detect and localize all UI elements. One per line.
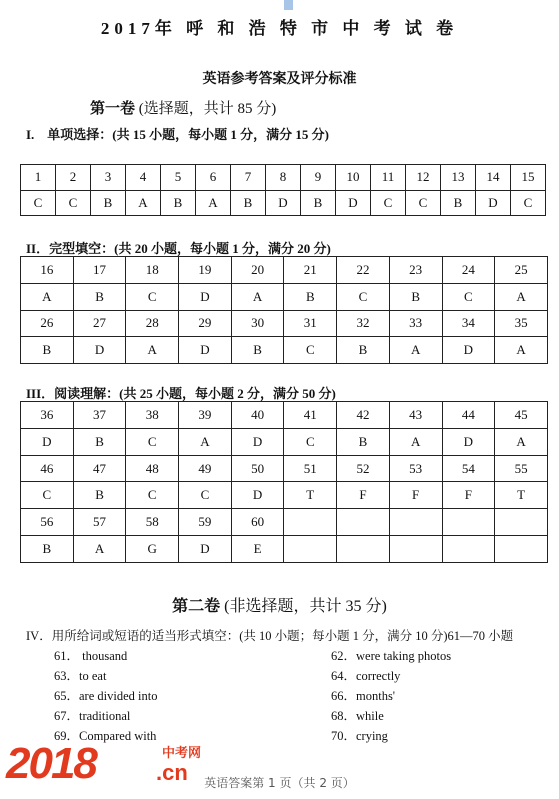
table-cell: C bbox=[442, 283, 495, 310]
table-cell: A bbox=[126, 337, 179, 364]
part2-heading bbox=[0, 593, 559, 616]
table-cell bbox=[389, 509, 442, 536]
table-cell: G bbox=[126, 536, 179, 563]
table-cell: B bbox=[441, 190, 476, 216]
table-cell: 5 bbox=[161, 165, 196, 191]
answer-61: 61． thousand bbox=[54, 649, 128, 663]
answer-67: 67．traditional bbox=[54, 709, 131, 723]
table-cell bbox=[442, 536, 495, 563]
table-cell: A bbox=[389, 337, 442, 364]
table-row bbox=[21, 283, 548, 310]
table-cell: 32 bbox=[337, 310, 390, 337]
table-cell: C bbox=[179, 482, 232, 509]
table-cell: 9 bbox=[301, 165, 336, 191]
table-row bbox=[21, 536, 548, 563]
answer-66: 66．months' bbox=[331, 689, 396, 703]
table-row bbox=[21, 310, 548, 337]
table-cell bbox=[284, 509, 337, 536]
table-cell: D bbox=[179, 283, 232, 310]
table-cell: 14 bbox=[476, 165, 511, 191]
answer-70: 70．crying bbox=[331, 729, 388, 743]
table-cell: 49 bbox=[179, 455, 232, 482]
table-cell: D bbox=[231, 482, 284, 509]
table-cell: 31 bbox=[284, 310, 337, 337]
part2-title: 第二卷 bbox=[172, 598, 221, 615]
section2-answer-table bbox=[20, 256, 548, 364]
table-cell: B bbox=[231, 337, 284, 364]
table-cell: F bbox=[337, 482, 390, 509]
table-cell: 51 bbox=[284, 455, 337, 482]
table-cell: 46 bbox=[21, 455, 74, 482]
table-cell: T bbox=[284, 482, 337, 509]
table-row bbox=[21, 337, 548, 364]
answer-68: 68．while bbox=[331, 709, 384, 723]
table-cell: F bbox=[389, 482, 442, 509]
table-row bbox=[21, 455, 548, 482]
table-cell: 15 bbox=[511, 165, 546, 191]
table-cell: 28 bbox=[126, 310, 179, 337]
table-cell: 29 bbox=[179, 310, 232, 337]
table-cell: 6 bbox=[196, 165, 231, 191]
table-cell: 25 bbox=[495, 257, 548, 284]
table-cell: B bbox=[91, 190, 126, 216]
table-cell: 48 bbox=[126, 455, 179, 482]
table-cell: 22 bbox=[337, 257, 390, 284]
table-cell: C bbox=[21, 190, 56, 216]
part1-heading bbox=[90, 97, 276, 118]
table-cell: 38 bbox=[126, 402, 179, 429]
table-cell: A bbox=[179, 428, 232, 455]
table-cell: 12 bbox=[406, 165, 441, 191]
table-row bbox=[21, 257, 548, 284]
table-cell: 43 bbox=[389, 402, 442, 429]
table-cell: 55 bbox=[495, 455, 548, 482]
section3-heading: III．阅读理解：(共 25 小题，每小题 2 分，满分 50 分) bbox=[26, 386, 336, 401]
top-mark bbox=[284, 0, 293, 10]
table-cell: D bbox=[476, 190, 511, 216]
table-cell: C bbox=[126, 283, 179, 310]
table-cell: D bbox=[179, 536, 232, 563]
table-row bbox=[21, 402, 548, 429]
table-cell: 27 bbox=[73, 310, 126, 337]
table-cell: E bbox=[231, 536, 284, 563]
table-cell: A bbox=[495, 337, 548, 364]
answer-65: 65．are divided into bbox=[54, 689, 158, 703]
exam-title: 2017年 呼 和 浩 特 市 中 考 试 卷 bbox=[100, 19, 459, 38]
answer-64: 64．correctly bbox=[331, 669, 401, 683]
table-cell: D bbox=[442, 428, 495, 455]
table-cell: A bbox=[196, 190, 231, 216]
table-cell: 20 bbox=[231, 257, 284, 284]
table-cell: 57 bbox=[73, 509, 126, 536]
logo-number: 2018 bbox=[6, 739, 96, 788]
table-cell: B bbox=[161, 190, 196, 216]
table-cell: 36 bbox=[21, 402, 74, 429]
table-cell: D bbox=[21, 428, 74, 455]
table-cell: 40 bbox=[231, 402, 284, 429]
section1-heading: I. 单项选择：(共 15 小题，每小题 1 分，满分 15 分) bbox=[26, 127, 329, 142]
table-cell: A bbox=[495, 283, 548, 310]
table-cell: 1 bbox=[21, 165, 56, 191]
table-cell: 59 bbox=[179, 509, 232, 536]
table-row bbox=[21, 509, 548, 536]
table-cell bbox=[284, 536, 337, 563]
table-cell: 47 bbox=[73, 455, 126, 482]
table-cell: 33 bbox=[389, 310, 442, 337]
table-cell: B bbox=[337, 337, 390, 364]
table-cell: A bbox=[495, 428, 548, 455]
table-cell: D bbox=[336, 190, 371, 216]
table-cell: D bbox=[73, 337, 126, 364]
table-cell: C bbox=[21, 482, 74, 509]
table-cell: 44 bbox=[442, 402, 495, 429]
table-cell: 37 bbox=[73, 402, 126, 429]
table-cell: 4 bbox=[126, 165, 161, 191]
table-cell: 30 bbox=[231, 310, 284, 337]
table-cell: C bbox=[126, 482, 179, 509]
table-cell: 50 bbox=[231, 455, 284, 482]
table-cell bbox=[337, 536, 390, 563]
table-cell: 45 bbox=[495, 402, 548, 429]
table-cell: 34 bbox=[442, 310, 495, 337]
table-cell: B bbox=[301, 190, 336, 216]
table-cell: A bbox=[126, 190, 161, 216]
table-cell: D bbox=[266, 190, 301, 216]
table-cell: 18 bbox=[126, 257, 179, 284]
page-footer: 英语答案第 1 页（共 2 页） bbox=[204, 776, 355, 790]
table-cell: 26 bbox=[21, 310, 74, 337]
page-subtitle: 英语参考答案及评分标准 bbox=[202, 72, 357, 87]
table-cell: 24 bbox=[442, 257, 495, 284]
table-cell: 8 bbox=[266, 165, 301, 191]
table-row bbox=[21, 428, 548, 455]
table-cell: C bbox=[126, 428, 179, 455]
table-cell: D bbox=[179, 337, 232, 364]
part2-note: (非选择题，共计 35 分) bbox=[224, 598, 387, 615]
logo-domain: .cn bbox=[156, 760, 188, 785]
table-cell bbox=[442, 509, 495, 536]
table-cell: 39 bbox=[179, 402, 232, 429]
table-cell: C bbox=[284, 337, 337, 364]
table-cell: 7 bbox=[231, 165, 266, 191]
table-cell: C bbox=[284, 428, 337, 455]
table-cell: C bbox=[337, 283, 390, 310]
table-cell: T bbox=[495, 482, 548, 509]
table-cell: 35 bbox=[495, 310, 548, 337]
table-cell: B bbox=[21, 536, 74, 563]
table-cell: 2 bbox=[56, 165, 91, 191]
table-cell: B bbox=[389, 283, 442, 310]
table-cell: 41 bbox=[284, 402, 337, 429]
table-cell: C bbox=[406, 190, 441, 216]
table-cell: C bbox=[511, 190, 546, 216]
table-row bbox=[21, 165, 546, 191]
table-cell: 21 bbox=[284, 257, 337, 284]
table-cell bbox=[337, 509, 390, 536]
table-cell: 17 bbox=[73, 257, 126, 284]
table-cell bbox=[389, 536, 442, 563]
table-cell: 16 bbox=[21, 257, 74, 284]
section1-answer-table bbox=[20, 164, 546, 216]
table-cell: 13 bbox=[441, 165, 476, 191]
table-cell: D bbox=[442, 337, 495, 364]
part1-title: 第一卷 bbox=[90, 101, 136, 117]
answer-63: 63．to eat bbox=[54, 669, 107, 683]
answer-69: 69．Compared with bbox=[54, 729, 157, 743]
table-row bbox=[21, 482, 548, 509]
table-row bbox=[21, 190, 546, 216]
part1-note: (选择题，共计 85 分) bbox=[138, 101, 277, 117]
table-cell: A bbox=[73, 536, 126, 563]
table-cell: B bbox=[73, 428, 126, 455]
table-cell: A bbox=[21, 283, 74, 310]
table-cell bbox=[495, 509, 548, 536]
table-cell: F bbox=[442, 482, 495, 509]
answer-62: 62．were taking photos bbox=[331, 649, 452, 663]
table-cell: 52 bbox=[337, 455, 390, 482]
section3-answer-table bbox=[20, 401, 548, 563]
table-cell: 56 bbox=[21, 509, 74, 536]
logo-chinese-name: 中考网 bbox=[162, 746, 202, 761]
table-cell: 53 bbox=[389, 455, 442, 482]
table-cell bbox=[495, 536, 548, 563]
table-cell: 23 bbox=[389, 257, 442, 284]
table-cell: B bbox=[284, 283, 337, 310]
table-cell: 3 bbox=[91, 165, 126, 191]
table-cell: C bbox=[371, 190, 406, 216]
table-cell: C bbox=[56, 190, 91, 216]
table-cell: B bbox=[73, 283, 126, 310]
table-cell: A bbox=[389, 428, 442, 455]
table-cell: 11 bbox=[371, 165, 406, 191]
table-cell: B bbox=[21, 337, 74, 364]
table-cell: 42 bbox=[337, 402, 390, 429]
table-cell: B bbox=[231, 190, 266, 216]
table-cell: B bbox=[337, 428, 390, 455]
table-cell: 19 bbox=[179, 257, 232, 284]
table-cell: B bbox=[73, 482, 126, 509]
table-cell: 10 bbox=[336, 165, 371, 191]
section4-heading: IV．用所给词或短语的适当形式填空：(共 10 小题；每小题 1 分，满分 10 分)61—70 小题 bbox=[26, 629, 514, 643]
table-cell: 54 bbox=[442, 455, 495, 482]
table-cell: 58 bbox=[126, 509, 179, 536]
table-cell: 60 bbox=[231, 509, 284, 536]
table-cell: A bbox=[231, 283, 284, 310]
section2-heading: II．完型填空：(共 20 小题，每小题 1 分，满分 20 分) bbox=[26, 241, 331, 256]
table-cell: D bbox=[231, 428, 284, 455]
